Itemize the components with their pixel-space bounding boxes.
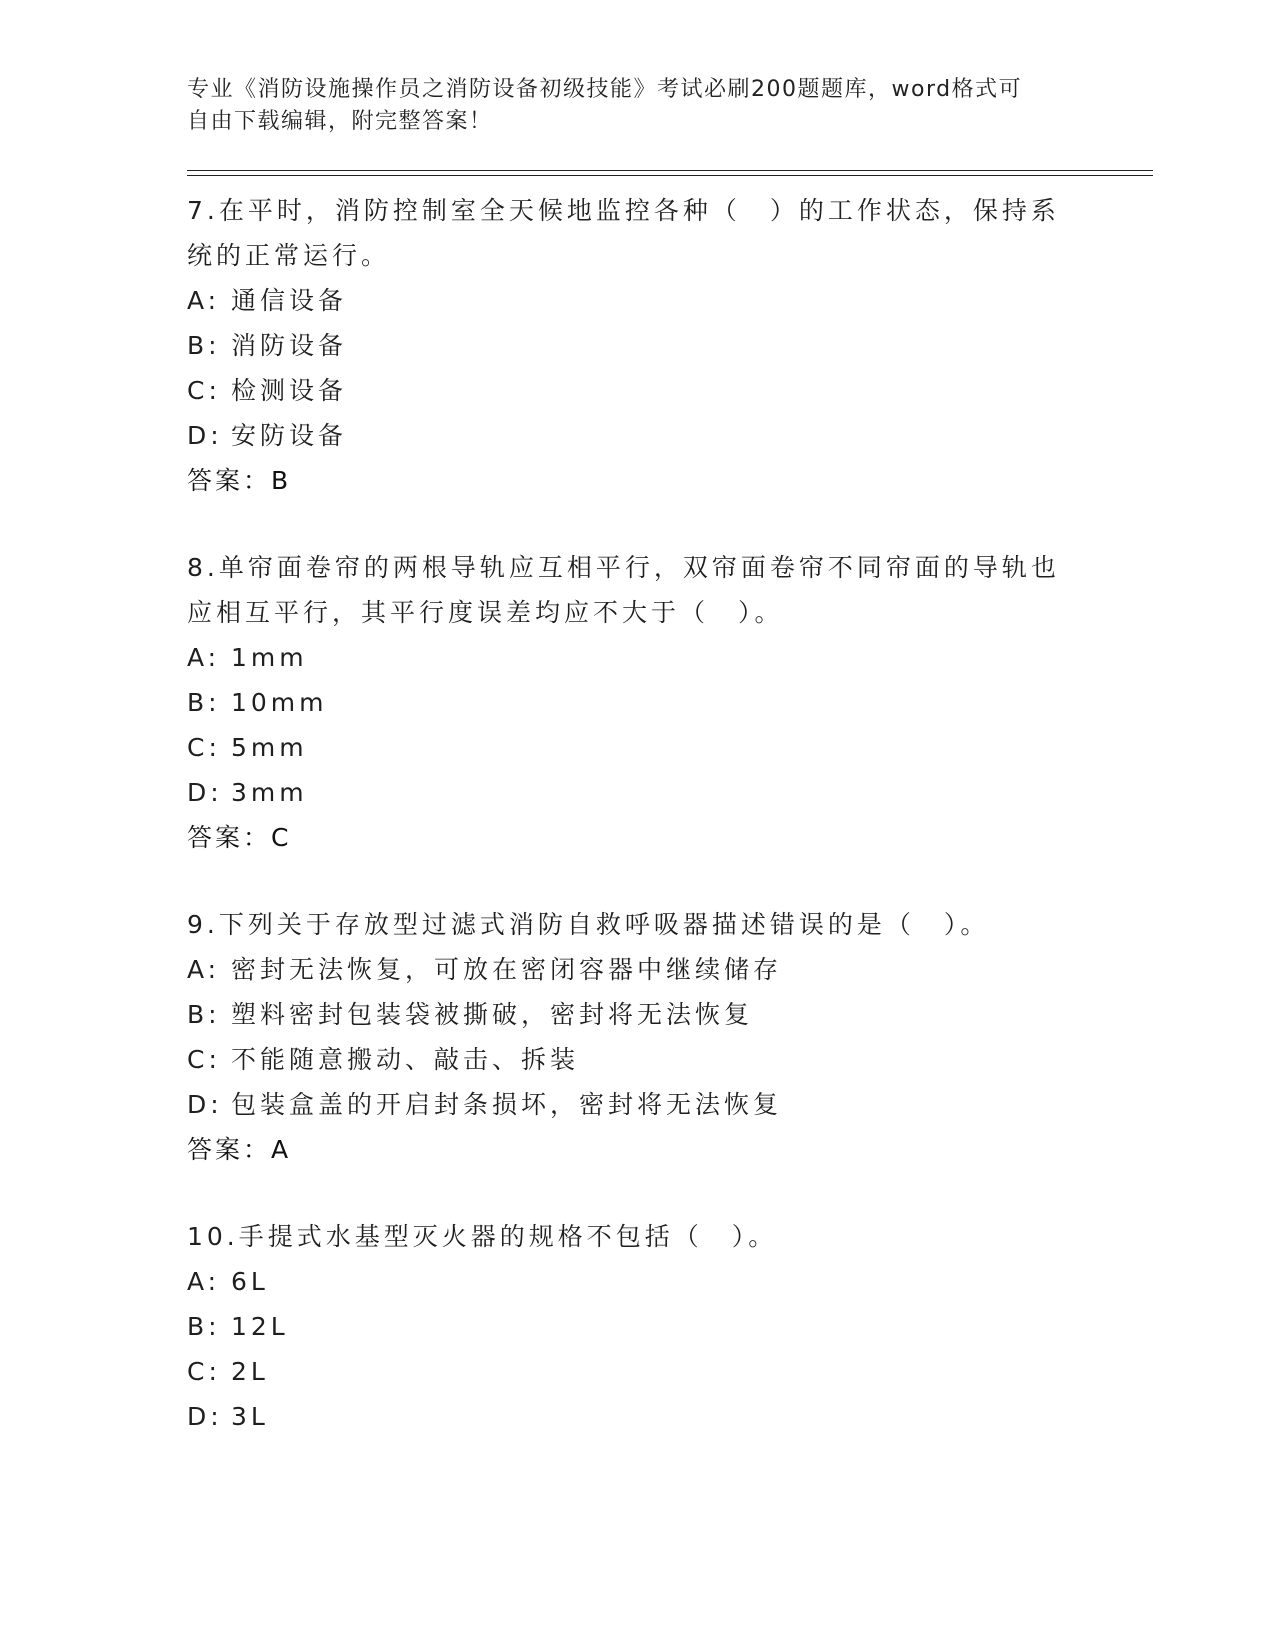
- option-label: D:: [187, 1090, 223, 1119]
- option-c: [187, 1349, 1087, 1394]
- option-text: 通信设备: [231, 286, 348, 315]
- option-label: A:: [187, 1267, 221, 1296]
- answer-line: 答案：B: [187, 466, 292, 495]
- option-b: [187, 323, 1087, 368]
- option-c: [187, 1037, 1087, 1082]
- question-list: [187, 188, 1087, 1481]
- header-divider-bottom: [187, 175, 1153, 176]
- question-8: [187, 545, 1087, 860]
- option-d: [187, 413, 1087, 458]
- option-label: C:: [187, 733, 221, 762]
- option-text: 1mm: [231, 643, 308, 672]
- option-label: C:: [187, 376, 221, 405]
- option-d: [187, 1394, 1087, 1439]
- option-label: B:: [187, 1000, 221, 1029]
- option-label: B:: [187, 688, 221, 717]
- option-label: A:: [187, 643, 221, 672]
- question-text: 7.在平时，消防控制室全天候地监控各种（ ）的工作状态，保持系统的正常运行。: [187, 196, 1060, 270]
- document-header: [187, 74, 1067, 138]
- option-label: C:: [187, 1045, 221, 1074]
- header-divider-top: [187, 170, 1153, 171]
- answer-line: 答案：C: [187, 823, 292, 852]
- option-text: 包装盒盖的开启封条损坏，密封将无法恢复: [231, 1090, 783, 1119]
- option-text: 密封无法恢复，可放在密闭容器中继续储存: [231, 955, 783, 984]
- question-text: 8.单帘面卷帘的两根导轨应互相平行，双帘面卷帘不同帘面的导轨也应相互平行，其平行度误差均应不大于（ ）。: [187, 553, 1060, 627]
- option-label: A:: [187, 955, 221, 984]
- option-b: [187, 1304, 1087, 1349]
- option-label: B:: [187, 1312, 221, 1341]
- option-text: 检测设备: [231, 376, 348, 405]
- option-a: [187, 635, 1087, 680]
- option-d: [187, 1082, 1087, 1127]
- option-label: D:: [187, 421, 223, 450]
- question-9: [187, 902, 1087, 1172]
- option-text: 3L: [231, 1402, 269, 1431]
- header-line-2: 自由下载编辑，附完整答案！: [187, 109, 493, 134]
- option-text: 6L: [231, 1267, 269, 1296]
- question-text: 10.手提式水基型灭火器的规格不包括（ ）。: [187, 1222, 778, 1251]
- answer-line: 答案：A: [187, 1135, 292, 1164]
- option-d: [187, 770, 1087, 815]
- option-label: C:: [187, 1357, 221, 1386]
- option-b: [187, 992, 1087, 1037]
- question-text: 9.下列关于存放型过滤式消防自救呼吸器描述错误的是（ ）。: [187, 910, 990, 939]
- option-a: [187, 1259, 1087, 1304]
- option-c: [187, 725, 1087, 770]
- option-text: 安防设备: [231, 421, 348, 450]
- option-text: 5mm: [231, 733, 308, 762]
- option-text: 2L: [231, 1357, 269, 1386]
- option-label: D:: [187, 1402, 223, 1431]
- option-c: [187, 368, 1087, 413]
- header-line-1: 专业《消防设施操作员之消防设备初级技能》考试必刷200题题库，word格式可: [187, 77, 1023, 102]
- option-a: [187, 947, 1087, 992]
- question-7: [187, 188, 1087, 503]
- question-10: [187, 1214, 1087, 1439]
- option-label: D:: [187, 778, 223, 807]
- option-text: 不能随意搬动、敲击、拆装: [231, 1045, 580, 1074]
- option-text: 3mm: [231, 778, 308, 807]
- option-text: 10mm: [231, 688, 328, 717]
- option-text: 消防设备: [231, 331, 348, 360]
- option-text: 塑料密封包装袋被撕破，密封将无法恢复: [231, 1000, 754, 1029]
- option-a: [187, 278, 1087, 323]
- option-text: 12L: [231, 1312, 289, 1341]
- option-label: B:: [187, 331, 221, 360]
- option-b: [187, 680, 1087, 725]
- option-label: A:: [187, 286, 221, 315]
